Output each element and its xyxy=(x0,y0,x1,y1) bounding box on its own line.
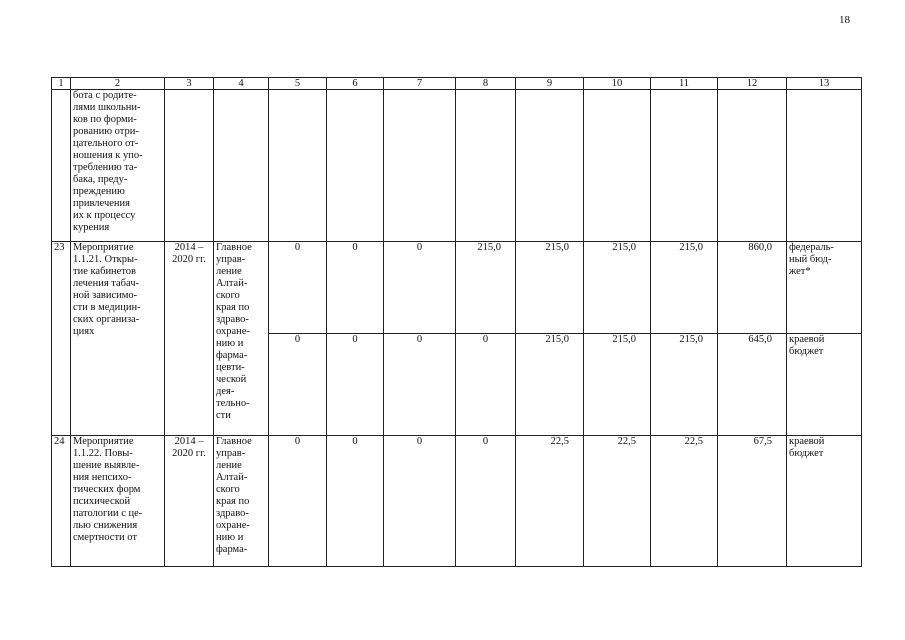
cell-empty xyxy=(651,90,718,242)
funding-source-cell: краевой бюджет xyxy=(787,334,862,436)
cell-empty xyxy=(327,90,384,242)
cell-empty xyxy=(214,90,269,242)
column-header: 13 xyxy=(787,78,862,90)
value-cell: 0 xyxy=(384,242,456,334)
measure-name-cell: Мероприятие 1.1.22. Повы- шение выявле- ния непсихо- тических форм психической патологии с це- лью снижения смертности от xyxy=(71,436,165,567)
value-cell: 0 xyxy=(327,334,384,436)
value-cell: 0 xyxy=(456,334,516,436)
executor-cell: Главное управ- ление Алтай- ского края по здраво- охране- нию и фарма- цевти- ческой дея- тельно- сти xyxy=(214,242,269,436)
executor-cell: Главное управ- ление Алтай- ского края по здраво- охране- нию и фарма- xyxy=(214,436,269,567)
value-cell: 0 xyxy=(269,242,327,334)
value-cell: 22,5 xyxy=(584,436,651,567)
value-cell: 0 xyxy=(384,436,456,567)
table-row-24 xyxy=(52,436,862,567)
cell-empty xyxy=(456,90,516,242)
column-header: 1 xyxy=(52,78,71,90)
column-header: 11 xyxy=(651,78,718,90)
table-row-continuation xyxy=(52,90,862,242)
measure-name-cell: бота с родите- лями школьни- ков по форми- рованию отри- цательного от- ношения к упо- треблению та- бака, преду- преждению привлечения их к процессу курения xyxy=(71,90,165,242)
column-header: 7 xyxy=(384,78,456,90)
value-cell: 22,5 xyxy=(516,436,584,567)
measure-name-cell: Мероприятие 1.1.21. Откры- тие кабинетов лечения табач- ной зависимо- сти в медицин- ских организа- циях xyxy=(71,242,165,436)
cell-empty xyxy=(787,90,862,242)
budget-table xyxy=(51,77,862,567)
cell-empty xyxy=(52,90,71,242)
value-cell: 0 xyxy=(269,334,327,436)
column-header: 6 xyxy=(327,78,384,90)
cell-empty xyxy=(384,90,456,242)
value-cell: 0 xyxy=(456,436,516,567)
cell-empty xyxy=(165,90,214,242)
value-cell: 215,0 xyxy=(651,242,718,334)
value-cell: 215,0 xyxy=(516,334,584,436)
cell-empty xyxy=(718,90,787,242)
column-header-row xyxy=(52,78,862,90)
funding-source-cell: федераль- ный бюд- жет* xyxy=(787,242,862,334)
total-cell: 67,5 xyxy=(718,436,787,567)
column-header: 4 xyxy=(214,78,269,90)
column-header: 9 xyxy=(516,78,584,90)
total-cell: 860,0 xyxy=(718,242,787,334)
value-cell: 0 xyxy=(384,334,456,436)
value-cell: 0 xyxy=(327,436,384,567)
cell-empty xyxy=(516,90,584,242)
column-header: 8 xyxy=(456,78,516,90)
cell-empty xyxy=(269,90,327,242)
funding-source-cell: краевой бюджет xyxy=(787,436,862,567)
value-cell: 0 xyxy=(269,436,327,567)
row-number-cell: 24 xyxy=(52,436,71,567)
value-cell: 215,0 xyxy=(456,242,516,334)
value-cell: 22,5 xyxy=(651,436,718,567)
table-row-23a xyxy=(52,242,862,334)
column-header: 2 xyxy=(71,78,165,90)
value-cell: 215,0 xyxy=(584,242,651,334)
cell-empty xyxy=(584,90,651,242)
value-cell: 215,0 xyxy=(516,242,584,334)
value-cell: 0 xyxy=(327,242,384,334)
total-cell: 645,0 xyxy=(718,334,787,436)
column-header: 3 xyxy=(165,78,214,90)
value-cell: 215,0 xyxy=(651,334,718,436)
page-number: 18 xyxy=(839,14,850,26)
column-header: 12 xyxy=(718,78,787,90)
column-header: 10 xyxy=(584,78,651,90)
value-cell: 215,0 xyxy=(584,334,651,436)
period-cell: 2014 – 2020 гг. xyxy=(165,242,214,436)
column-header: 5 xyxy=(269,78,327,90)
row-number-cell: 23 xyxy=(52,242,71,436)
period-cell: 2014 – 2020 гг. xyxy=(165,436,214,567)
